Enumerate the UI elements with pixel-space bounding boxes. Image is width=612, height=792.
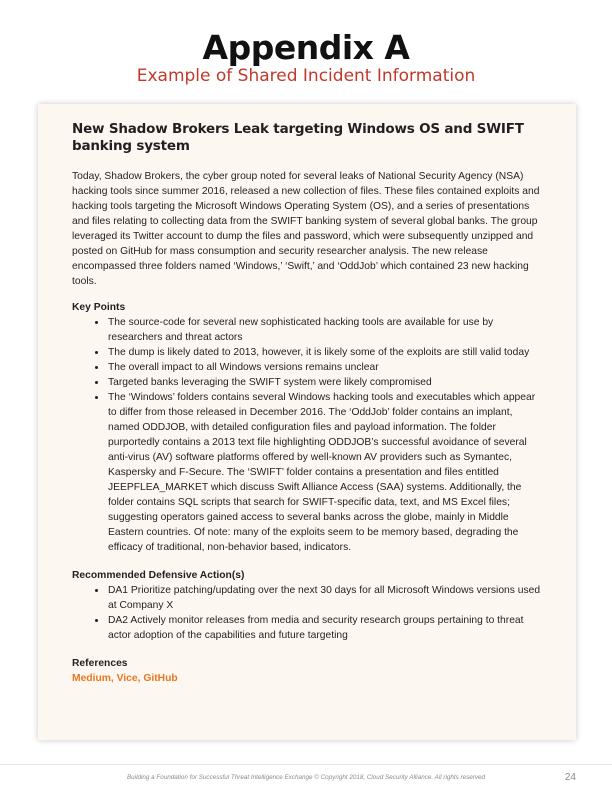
key-points-list [72,315,542,555]
footer-divider [0,764,612,765]
action-item: • DA1 Prioritize patching/updating over the next 30 days for all Microsoft Windows versions used at Company X [107,583,542,613]
key-point-item: • The dump is likely dated to 2013, however, it is likely some of the exploits are still valid today [107,345,542,360]
references-links [72,671,542,686]
incident-summary: Today, Shadow Brokers, the cyber group noted for several leaks of National Security Agency (NSA) hacking tools since summer 2016, released a new collection of files. These files contained exploits and hacking tools targeting the Microsoft Windows Operating System (OS), and a series of presentations and files relating to collecting data from the SWIFT banking system of several global banks. The group leveraged its Twitter account to dump the files and password, which were subsequently unzipped and posted on GitHub for mass consumption and security researcher analysis. The new release encompassed three folders named ‘Windows,’ ‘Swift,’ and ‘OddJob’ which contained 23 new hacking tools. [72,171,540,287]
action-item: • DA2 Actively monitor releases from media and security research groups pertaining to threat actor adoption of the capabilities and future targeting [107,613,542,643]
actions-list [72,583,542,643]
references-heading: References [72,658,128,669]
reference-link-vice[interactable]: Vice [116,673,138,684]
page-subtitle: Example of Shared Incident Information [136,66,476,86]
reference-separator: , [110,673,117,684]
key-point-item: • The overall impact to all Windows versions remains unclear [107,360,542,375]
key-points-heading: Key Points [72,302,126,313]
key-point-item: • Targeted banks leveraging the SWIFT system were likely compromised [107,375,542,390]
page-title: Appendix A [202,28,410,67]
key-point-item: • The ‘Windows’ folders contains several Windows hacking tools and executables which appear to differ from those released in December 2016. The ‘OddJob’ folder contains an implant, named ODDJOB, with detailed configuration files and payload information. The folder purportedly contains a 2013 text file highlighting ODDJOB’s successful avoidance of several anti-virus (AV) software platforms offered by well-known AV providers such as Symantec, Kaspersky and F-Secure. The ‘SWIFT’ folder contains a presentation and files entitled JEEPFLEA_MARKET which discuss Swift Alliance Access (SAA) systems. Additionally, the folder contains SQL scripts that search for SWIFT-specific data, text, and MS Excel files; suggesting operators gained access to several banks across the globe, mainly in Middle Eastern countries. Of note: many of the exploits seem to be memory based, degrading the efficacy of traditional, non-behavior based, indicators. [107,390,542,555]
incident-headline: New Shadow Brokers Leak targeting Windows OS and SWIFT banking system [72,121,524,154]
incident-card [38,104,576,740]
key-point-item: • The source-code for several new sophisticated hacking tools are available for use by researchers and threat actors [107,315,542,345]
actions-heading: Recommended Defensive Action(s) [72,570,245,581]
page-number: 24 [564,772,576,783]
reference-link-medium[interactable]: Medium [72,673,111,684]
footer-copyright: Building a Foundation for Successful Threat Intelligence Exchange © Copyright 2018, Cloud Security Alliance. All rights reserved [126,774,486,781]
reference-link-github[interactable]: GitHub [143,673,178,684]
reference-separator: , [137,673,144,684]
